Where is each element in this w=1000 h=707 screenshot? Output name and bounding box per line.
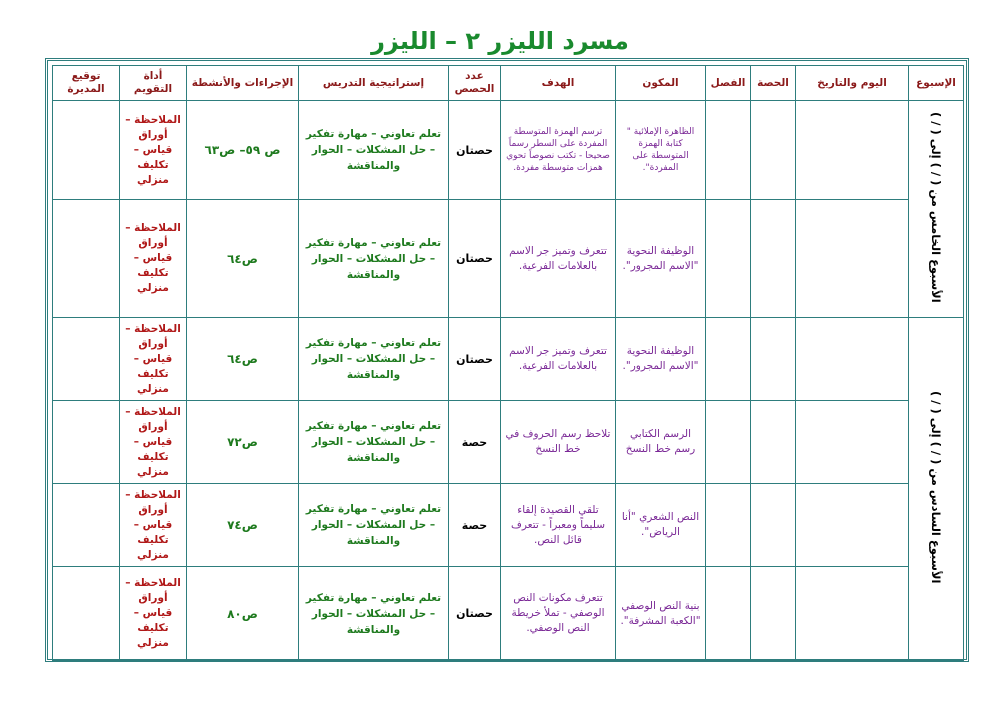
evaluation-cell: الملاحظة – أوراق قياس – تكليف منزلي (120, 101, 187, 200)
strategy-cell: تعلم تعاوني – مهارة تفكير – حل المشكلات – الحوار والمناقشة (299, 401, 449, 484)
sessions-cell: حصتان (449, 101, 501, 200)
table-row (53, 401, 964, 484)
lesson-plan-table (52, 65, 964, 661)
component-cell: النص الشعري "أنا الرياض". (616, 484, 706, 567)
table-row (53, 318, 964, 401)
sessions-cell: حصتان (449, 567, 501, 661)
day-date-cell (796, 401, 909, 484)
goal-cell: تلاحظ رسم الحروف في خط النسخ (501, 401, 616, 484)
principal-sign-cell (53, 200, 120, 318)
period-cell (751, 401, 796, 484)
strategy-cell: تعلم تعاوني – مهارة تفكير – حل المشكلات – الحوار والمناقشة (299, 484, 449, 567)
period-cell (751, 567, 796, 661)
class-cell (706, 484, 751, 567)
table-row (53, 101, 964, 200)
class-cell (706, 200, 751, 318)
header-component: المكون (616, 66, 706, 101)
procedures-cell: ص٧٤ (187, 484, 299, 567)
class-cell (706, 401, 751, 484)
day-date-cell (796, 318, 909, 401)
principal-sign-cell (53, 567, 120, 661)
week-label: الأسبوع السادس من ( / ) إلى ( / ) (929, 391, 943, 584)
header-sessions-count: عدد الحصص (449, 66, 501, 101)
evaluation-cell: الملاحظة – أوراق قياس – تكليف منزلي (120, 484, 187, 567)
sessions-cell: حصتان (449, 200, 501, 318)
table-row (53, 484, 964, 567)
component-cell: الظاهرة الإملائية " كتابة الهمزة المتوسطة على المفردة". (616, 101, 706, 200)
header-day-date: اليوم والتاريخ (796, 66, 909, 101)
header-week: الإسبوع (909, 66, 964, 101)
period-cell (751, 101, 796, 200)
period-cell (751, 200, 796, 318)
table-row (53, 200, 964, 318)
evaluation-cell: الملاحظة – أوراق قياس – تكليف منزلي (120, 318, 187, 401)
component-cell: الرسم الكتابي رسم خط النسخ (616, 401, 706, 484)
day-date-cell (796, 200, 909, 318)
goal-cell: تتعرف مكونات النص الوصفي - تملأ خريطة النص الوصفي. (501, 567, 616, 661)
principal-sign-cell (53, 484, 120, 567)
header-evaluation: أداة التقويم (120, 66, 187, 101)
header-strategy: إستراتيجية التدريس (299, 66, 449, 101)
sessions-cell: حصة (449, 484, 501, 567)
period-cell (751, 484, 796, 567)
component-cell: الوظيفة النحوية "الاسم المجرور". (616, 318, 706, 401)
class-cell (706, 101, 751, 200)
header-goal: الهدف (501, 66, 616, 101)
procedures-cell: ص٧٢ (187, 401, 299, 484)
procedures-cell: ص٨٠ (187, 567, 299, 661)
principal-sign-cell (53, 318, 120, 401)
header-procedures: الإجراءات والأنشطة (187, 66, 299, 101)
component-cell: بنية النص الوصفي "الكعبة المشرفة". (616, 567, 706, 661)
evaluation-cell: الملاحظة – أوراق قياس – تكليف منزلي (120, 401, 187, 484)
table-row (53, 567, 964, 661)
procedures-cell: ص٦٤ (187, 200, 299, 318)
page-title: مسرد الليزر ٢ – الليزر (371, 27, 629, 55)
header-period: الحصة (751, 66, 796, 101)
evaluation-cell: الملاحظة – أوراق قياس – تكليف منزلي (120, 567, 187, 661)
header-principal-sign: توقيع المديرة (53, 66, 120, 101)
class-cell (706, 567, 751, 661)
strategy-cell: تعلم تعاوني – مهارة تفكير – حل المشكلات – الحوار والمناقشة (299, 567, 449, 661)
week-cell (909, 318, 964, 661)
component-cell: الوظيفة النحوية "الاسم المجرور". (616, 200, 706, 318)
week-cell (909, 101, 964, 318)
principal-sign-cell (53, 401, 120, 484)
day-date-cell (796, 567, 909, 661)
goal-cell: ترسم الهمزة المتوسطة المفردة على السطر رسماً صحيحا - تكتب نصوصاً تحوي همزات متوسطة مفردة. (501, 101, 616, 200)
goal-cell: تتعرف وتميز جر الاسم بالعلامات الفرعية. (501, 200, 616, 318)
period-cell (751, 318, 796, 401)
sessions-cell: حصة (449, 401, 501, 484)
class-cell (706, 318, 751, 401)
strategy-cell: تعلم تعاوني – مهارة تفكير – حل المشكلات – الحوار والمناقشة (299, 200, 449, 318)
header-row (53, 66, 964, 101)
day-date-cell (796, 101, 909, 200)
plan-table-frame (45, 58, 969, 662)
evaluation-cell: الملاحظة – أوراق قياس – تكليف منزلي (120, 200, 187, 318)
principal-sign-cell (53, 101, 120, 200)
procedures-cell: ص ٥٩– ص٦٣ (187, 101, 299, 200)
header-class: الفصل (706, 66, 751, 101)
sessions-cell: حصتان (449, 318, 501, 401)
strategy-cell: تعلم تعاوني – مهارة تفكير – حل المشكلات – الحوار والمناقشة (299, 101, 449, 200)
goal-cell: تتعرف وتميز جر الاسم بالعلامات الفرعية. (501, 318, 616, 401)
week-label: الأسبوع الخامس من ( / ) إلى ( / ) (929, 112, 943, 303)
strategy-cell: تعلم تعاوني – مهارة تفكير – حل المشكلات – الحوار والمناقشة (299, 318, 449, 401)
goal-cell: تلقي القصيدة إلقاء سليماً ومعبراً - تتعرف قائل النص. (501, 484, 616, 567)
procedures-cell: ص٦٤ (187, 318, 299, 401)
day-date-cell (796, 484, 909, 567)
